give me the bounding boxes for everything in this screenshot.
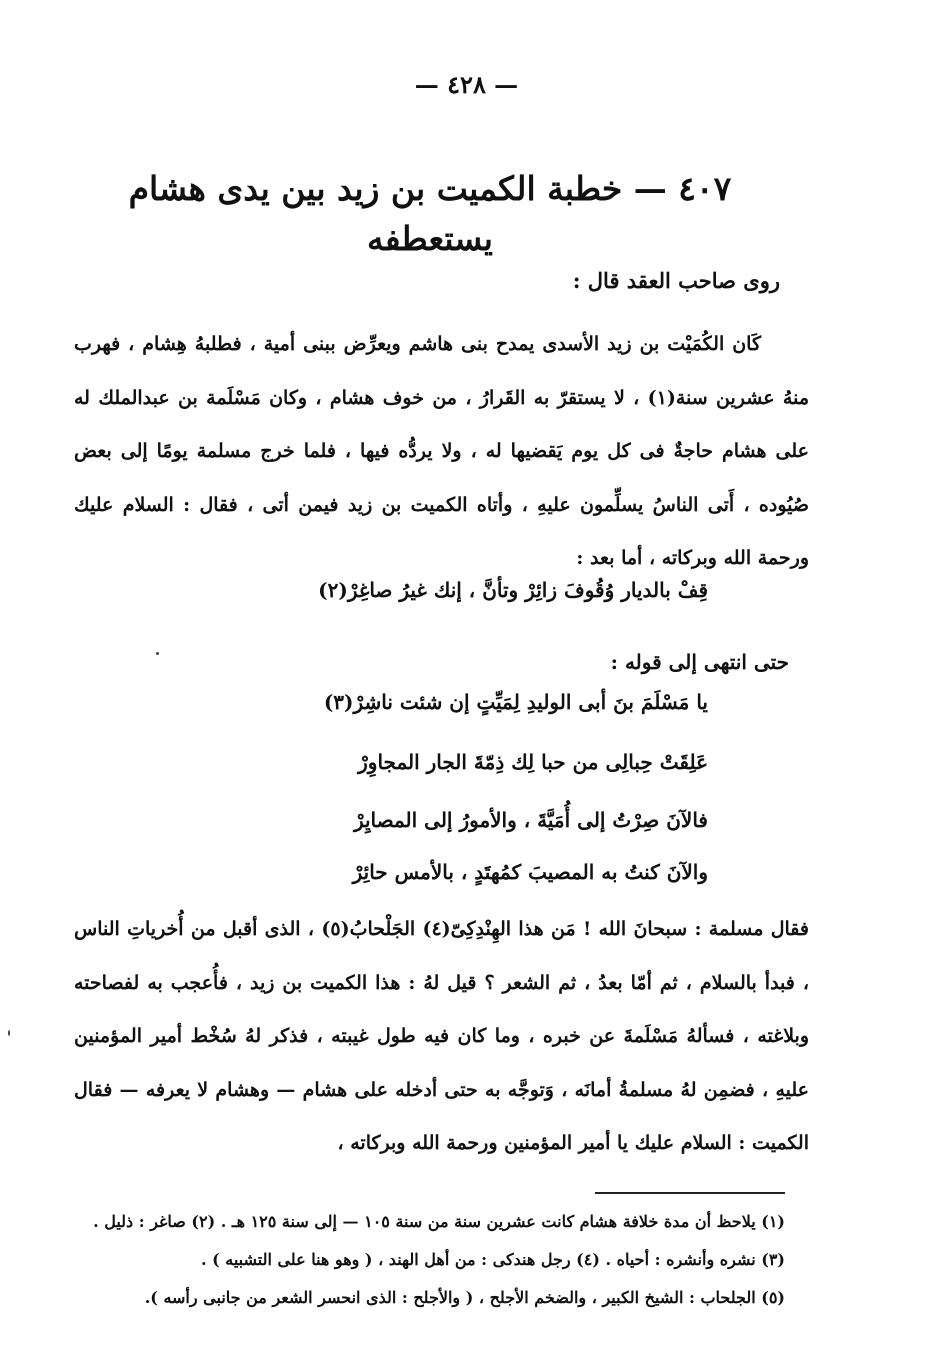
verse-line-4: فالآنَ صِرْتُ إلى أُمَيَّةَ ، والأمورُ إلى المصايِرْ bbox=[353, 808, 708, 832]
page-title: ٤٠٧ — خطبة الكميت بن زيد بين يدى هشام يستعطفه bbox=[128, 169, 732, 258]
verse-line-2: يا مَسْلَمَ بنَ أبى الوليدِ لِمَيِّتٍ إن شئت ناشِرْ(٣) bbox=[323, 690, 708, 714]
page-number: — ٤٢٨ — bbox=[414, 70, 519, 99]
footnote-3: (٥) الجلحاب : الشيخ الكبير ، والضخم الأجلح ، ( والأجلح : الذى انحسر الشعر من جانبى رأسه ). bbox=[144, 1288, 785, 1307]
scan-speck bbox=[8, 1030, 10, 1036]
paragraph-1: كَان الكُمَيْت بن زيد الأسدى يمدح بنى هاشم ويعرِّض ببنى أمية ، فطلبهُ هِشام ، فهرب منهُ عشرين سنة(١) ، لا يستقرّ به القَرارُ ، من خوف هشام ، وكان مَسْلَمة بن عبدالملك له على هشام حاجةٌ فى كل يوم يَقضيها له ، ولا يردُّه فيها ، فلما خرج مسلمة يومًا إلى بعض صُيُوده ، أَتى الناسُ يسلِّمون عليهِ ، وأتاه الكميت بن زيد فيمن أتى ، فقال : السلام عليك ورحمة الله وبركاته ، أما بعد : bbox=[74, 333, 809, 569]
footnote-2: (٣) نشره وأنشره : أحياه . (٤) رجل هندكى : من أهل الهند ، ( وهو هنا على التشبيه ) . bbox=[200, 1250, 785, 1269]
verse-line-5: والآنَ كنتُ به المصيبَ كمُهتَدٍ ، بالأمس حائِرْ bbox=[352, 860, 708, 884]
intro-line: روى صاحب العقد قال : bbox=[572, 268, 780, 293]
paragraph-2: فقال مسلمة : سبحانَ الله ! مَن هذا الهِنْدِكِىّ(٤) الجَلْحابُ(٥) ، الذى أقبل من أُخرياتِ الناس ، فبدأ بالسلام ، ثم أمّا بعدُ ، ثم الشعر ؟ قيل لهُ : هذا الكميت بن زيد ، فأُعجب به لفصاحته وبلاغته ، فسألهُ مَسْلَمةَ عن خبره ، وما كان فيه طول غيبته ، فذكر لهُ سُخْط أمير المؤمنين عليهِ ، فضمِن لهُ مسلمةُ أمانَه ، وَتوجَّه به حتى أدخله على هشام — وهشام لا يعرفه — فقال الكميت : السلام عليك يا أمير المؤمنين ورحمة الله وبركاته ، bbox=[74, 918, 809, 1154]
verse-line-3: عَلِقَتْ حِبالِى من حبا لِك ذِمّةَ الجار المجاوِرْ bbox=[358, 750, 708, 774]
footnote-separator bbox=[595, 1192, 785, 1194]
lead-in-line: حتى انتهى إلى قوله : bbox=[610, 650, 789, 674]
footnote-1: (١) يلاحظ أن مدة خلافة هشام كانت عشرين سنة من سنة ١٠٥ — إلى سنة ١٢٥ هـ . (٢) صاغر : ذليل . bbox=[93, 1212, 785, 1231]
scan-speck bbox=[156, 652, 159, 655]
verse-line-1: قِفْ بالديار وُقُوفَ زائِرْ وتأنَّ ، إنك غيرُ صاغِرْ(٢) bbox=[318, 578, 708, 602]
